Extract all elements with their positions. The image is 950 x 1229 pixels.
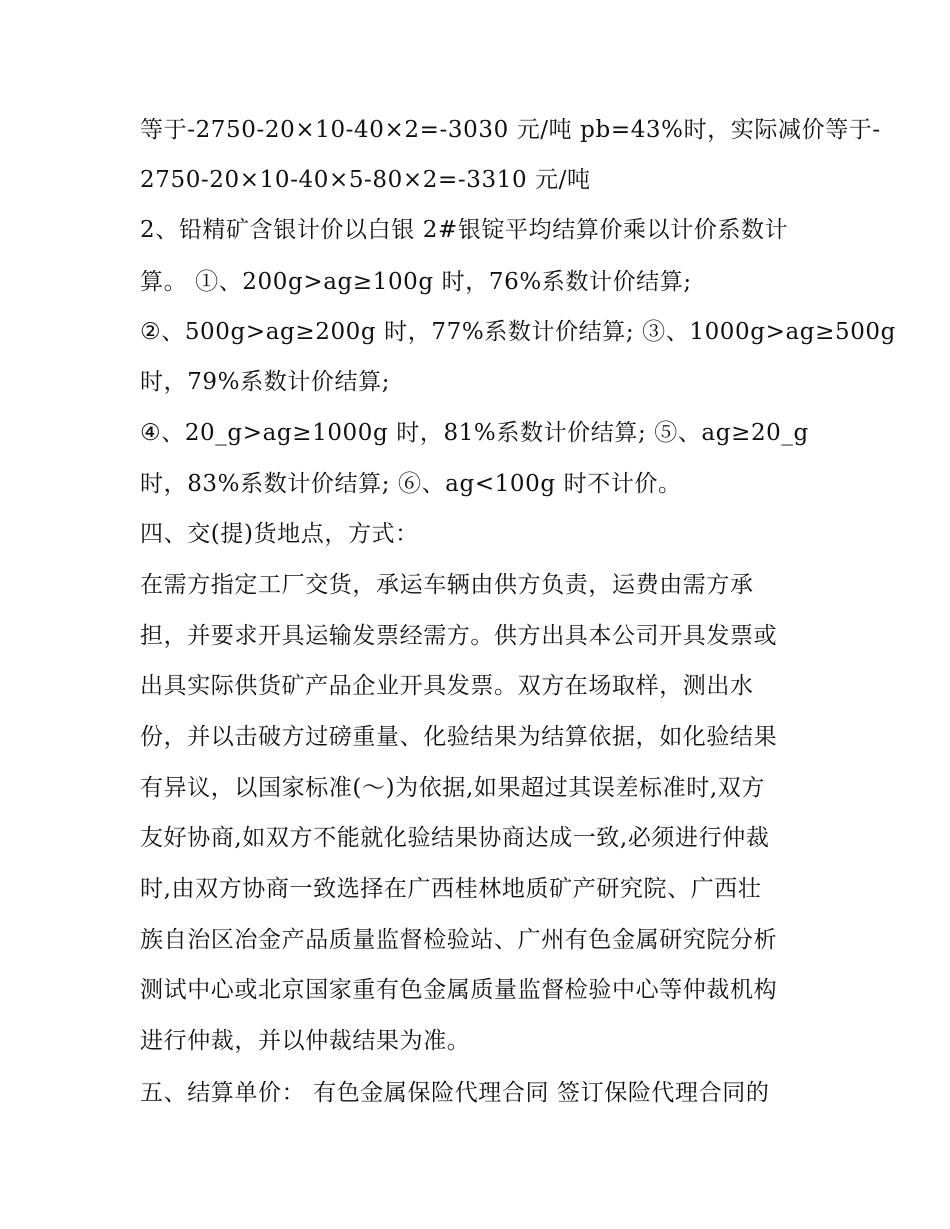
text-line: 算。 ①、200g>ag≥100g 时，76%系数计价结算; (140, 269, 692, 295)
text-line: 有异议，以国家标准(～)为依据,如果超过其误差标准时,双方 (140, 775, 765, 801)
text-line: 进行仲裁，并以仲裁结果为准。 (140, 1028, 471, 1054)
text-line: 份，并以击破方过磅重量、化验结果为结算依据，如化验结果 (140, 724, 778, 750)
text-line: 测试中心或北京国家重有色金属质量监督检验中心等仲裁机构 (140, 977, 778, 1003)
text-line: 时,由双方协商一致选择在广西桂林地质矿产研究院、广西壮 (140, 876, 762, 902)
section-heading: 五、结算单价： 有色金属保险代理合同 签订保险代理合同的 (140, 1080, 770, 1106)
text-line: 2、铅精矿含银计价以白银 2#银锭平均结算价乘以计价系数计 (140, 217, 789, 243)
text-line: 等于-2750-20×10-40×2=-3030 元/吨 pb=43%时，实际减价等于- (140, 117, 881, 143)
text-line: 时，79%系数计价结算; (140, 369, 391, 395)
text-line: 在需方指定工厂交货，承运车辆由供方负责，运费由需方承 (140, 572, 754, 598)
text-line: 出具实际供货矿产品企业开具发票。双方在场取样，测出水 (140, 673, 754, 699)
text-line: 2750-20×10-40×5-80×2=-3310 元/吨 (140, 167, 591, 193)
text-line: 时，83%系数计价结算; ⑥、ag<100g 时不计价。 (140, 471, 682, 497)
text-line: 担，并要求开具运输发票经需方。供方出具本公司开具发票或 (140, 623, 778, 649)
text-line: ②、500g>ag≥200g 时，77%系数计价结算; ③、1000g>ag≥500g (140, 319, 896, 345)
section-heading: 四、交(提)货地点，方式： (140, 521, 419, 547)
text-line: 友好协商,如双方不能就化验结果协商达成一致,必须进行仲裁 (140, 825, 770, 851)
text-line: 族自治区冶金产品质量监督检验站、广州有色金属研究院分析 (140, 927, 778, 953)
text-line: ④、20_g>ag≥1000g 时，81%系数计价结算; ⑤、ag≥20_g (140, 420, 809, 446)
